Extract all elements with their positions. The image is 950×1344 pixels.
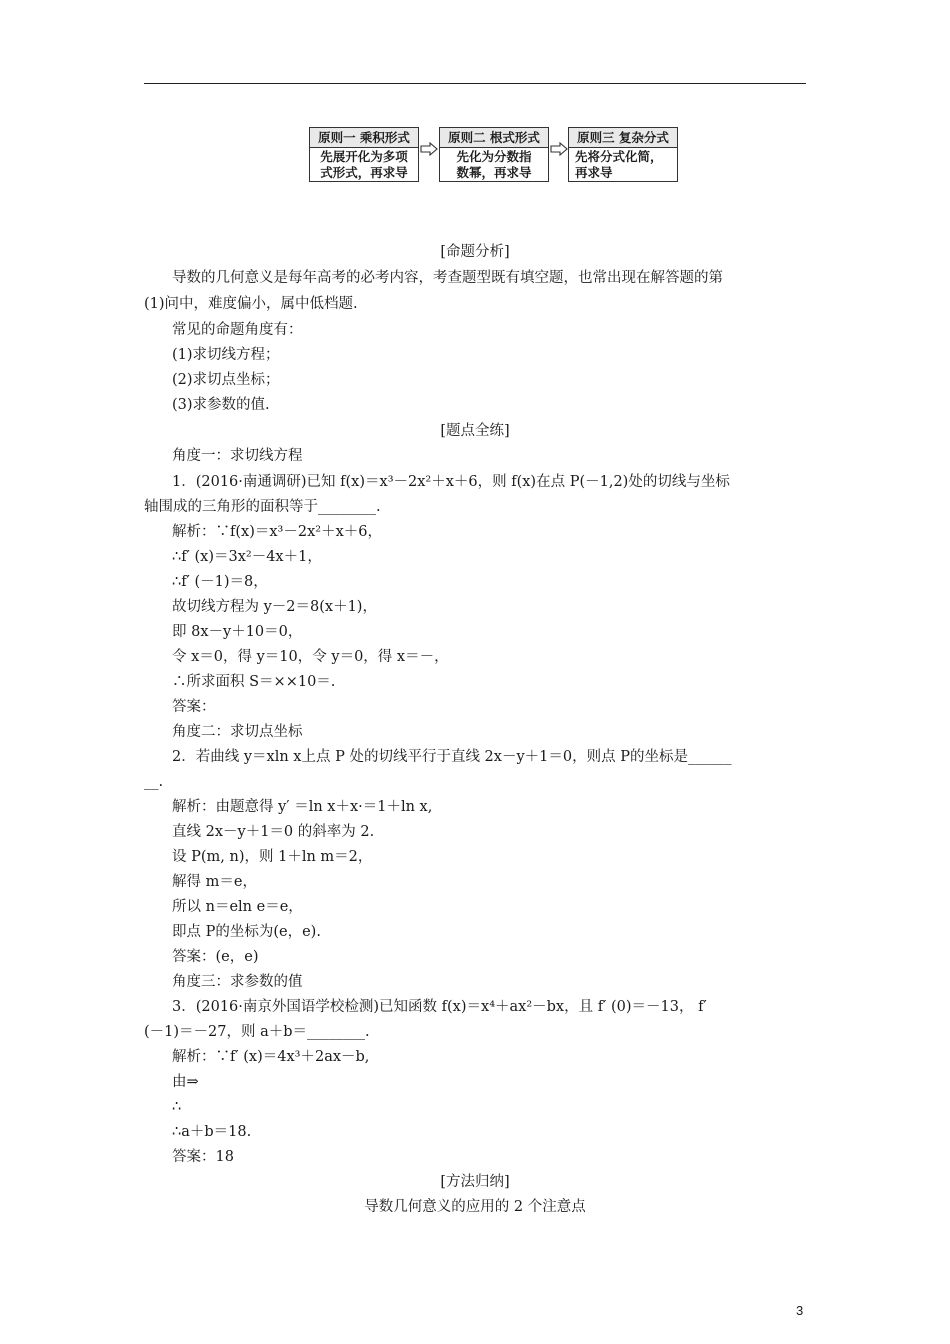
- principle-body-line: 先将分式化简，: [575, 149, 663, 164]
- principle-body-line: 式形式，再求导: [320, 165, 408, 180]
- principle-body-line: 先化为分数指: [456, 149, 532, 164]
- text-line: 即 8x－y＋10＝0，: [172, 624, 303, 640]
- text-line: 轴围成的三角形的面积等于________.: [144, 499, 381, 515]
- text-line: 导数的几何意义是每年高考的必考内容，考查题型既有填空题，也常出现在解答题的第: [172, 270, 723, 286]
- principle-body-line: 再求导: [575, 165, 613, 180]
- header-rule: [144, 83, 806, 84]
- text-line: (1)问中，难度偏小，属中低档题.: [144, 296, 358, 312]
- arrow-right-icon: [550, 142, 568, 156]
- text-line: 令 x＝0，得 y＝10，令 y＝0，得 x＝－，: [172, 649, 449, 665]
- text-line: (2)求切点坐标；: [172, 372, 280, 388]
- principle-title: 原则二 根式形式: [440, 128, 548, 148]
- text-line: ∴所求面积 S＝××10＝.: [172, 674, 336, 690]
- principle-box-1: [309, 127, 419, 182]
- text-line: 解得 m＝e，: [172, 874, 257, 890]
- section-heading: [方法归纳]: [440, 1174, 510, 1190]
- text-line: 答案：(e，e): [172, 949, 259, 965]
- text-line: 答案：18: [172, 1149, 234, 1165]
- text-line: 解析：由题意得 y′ ＝ln x＋x·＝1＋ln x,: [172, 799, 433, 815]
- text-line: (1)求切线方程；: [172, 347, 280, 363]
- section-heading: [命题分析]: [440, 244, 510, 260]
- text-line: (－1)＝－27，则 a＋b＝________.: [144, 1024, 370, 1040]
- text-line: 故切线方程为 y－2＝8(x＋1)，: [172, 599, 377, 615]
- text-line: ∴: [172, 1099, 182, 1115]
- page-number: 3: [796, 1303, 804, 1318]
- text-line: 常见的命题角度有：: [172, 322, 303, 338]
- text-line: 3．(2016·南京外国语学校检测)已知函数 f(x)＝x⁴＋ax²－bx，且 f′ (0)＝－13， f′: [172, 999, 707, 1015]
- text-line: ∴f′ (－1)＝8，: [172, 574, 268, 590]
- subsection-heading: 角度二：求切点坐标: [172, 724, 303, 740]
- text-line: 由⇒: [172, 1074, 199, 1090]
- text-line: (3)求参数的值.: [172, 397, 270, 413]
- text-line: __.: [144, 774, 164, 790]
- section-heading: [题点全练]: [440, 423, 510, 439]
- text-line: 设 P(m, n)，则 1＋ln m＝2，: [172, 849, 373, 865]
- text-line: 答案：: [172, 699, 216, 715]
- arrow-right-icon: [420, 142, 438, 156]
- text-line: 即点 P的坐标为(e，e).: [172, 924, 321, 940]
- text-line: 所以 n＝eln e＝e，: [172, 899, 303, 915]
- text-line: 解析：∵f(x)＝x³－2x²＋x＋6，: [172, 524, 382, 540]
- principle-body-line: 先展开化为多项: [320, 149, 408, 164]
- subsection-heading: 角度一：求切线方程: [172, 448, 303, 464]
- section-subtitle: 导数几何意义的应用的 2 个注意点: [364, 1199, 586, 1215]
- text-line: 解析：∵f′ (x)＝4x³＋2ax－b,: [172, 1049, 370, 1065]
- principle-title: 原则三 复杂分式: [569, 128, 677, 148]
- principle-box-3: [568, 127, 678, 182]
- text-line: ∴a＋b＝18.: [172, 1124, 252, 1140]
- principle-box-2: [439, 127, 549, 182]
- principle-title: 原则一 乘积形式: [310, 128, 418, 148]
- subsection-heading: 角度三：求参数的值: [172, 974, 303, 990]
- principle-body-line: 数幂，再求导: [456, 165, 532, 180]
- text-line: 1．(2016·南通调研)已知 f(x)＝x³－2x²＋x＋6，则 f(x)在点 P(－1,2)处的切线与坐标: [172, 474, 730, 490]
- text-line: ∴f′ (x)＝3x²－4x＋1，: [172, 549, 322, 565]
- text-line: 直线 2x－y＋1＝0 的斜率为 2.: [172, 824, 375, 840]
- text-line: 2．若曲线 y＝xln x上点 P 处的切线平行于直线 2x－y＋1＝0，则点 P的坐标是______: [172, 749, 732, 765]
